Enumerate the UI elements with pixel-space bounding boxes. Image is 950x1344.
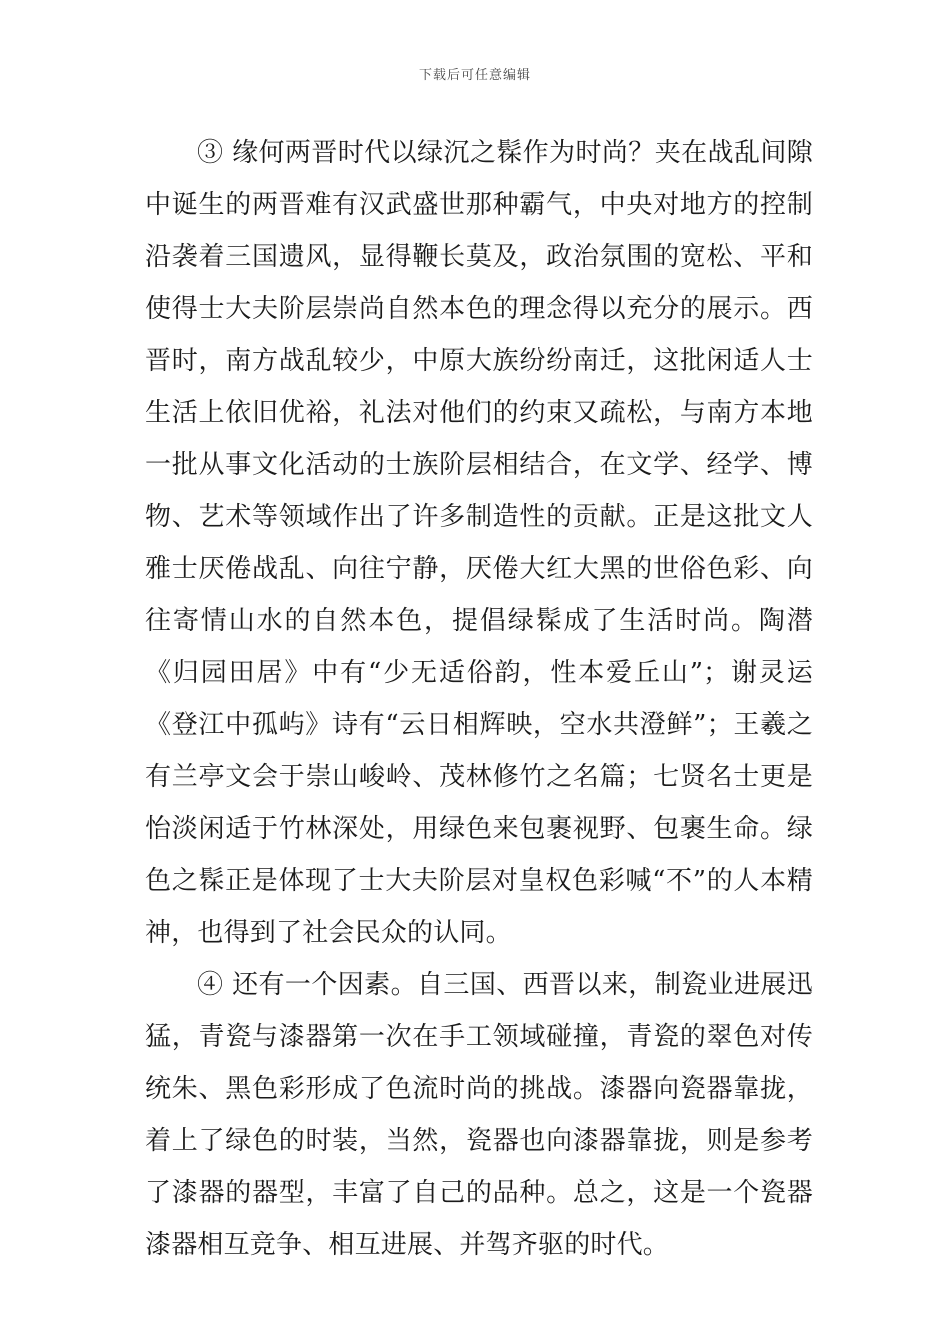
paragraph-3: ③ 缘何两晋时代以绿沉之髹作为时尚？夹在战乱间隙中诞生的两晋难有汉武盛世那种霸气，中央对地方的控制沿袭着三国遗风，显得鞭长莫及，政治氛围的宽松、平和使得士大夫阶层崇尚自然本色的理念得以充分的展示。西晋时，南方战乱较少，中原大族纷纷南迁，这批闲适人士生活上依旧优裕，礼法对他们的约束又疏松，与南方本地一批从事文化活动的士族阶层相结合，在文学、经学、博物、艺术等领域作出了许多制造性的贡献。正是这批文人雅士厌倦战乱、向往宁静，厌倦大红大黑的世俗色彩、向往寄情山水的自然本色，提倡绿髹成了生活时尚。陶潜《归园田居》中有“少无适俗韵，性本爱丘山”；谢灵运《登江中孤屿》诗有“云日相辉映，空水共澄鲜”；王羲之有兰亭文会于崇山峻岭、茂林修竹之名篇；七贤名士更是怡淡闲适于竹林深处，用绿色来包裹视野、包裹生命。绿色之髹正是体现了士大夫阶层对皇权色彩喊“不”的人本精神，也得到了社会民众的认同。 — [145, 138, 813, 948]
paragraph-4: ④ 还有一个因素。自三国、西晋以来，制瓷业进展迅猛，青瓷与漆器第一次在手工领域碰撞，青瓷的翠色对传统朱、黑色彩形成了色流时尚的挑战。漆器向瓷器靠拢，着上了绿色的时装，当然，瓷器也向漆器靠拢，则是参考了漆器的器型，丰富了自己的品种。总之，这是一个瓷器漆器相互竞争、相互进展、并驾齐驱的时代。 — [145, 970, 813, 1260]
document-body — [145, 127, 813, 1271]
header-note: 下载后可任意编辑 — [418, 68, 531, 83]
